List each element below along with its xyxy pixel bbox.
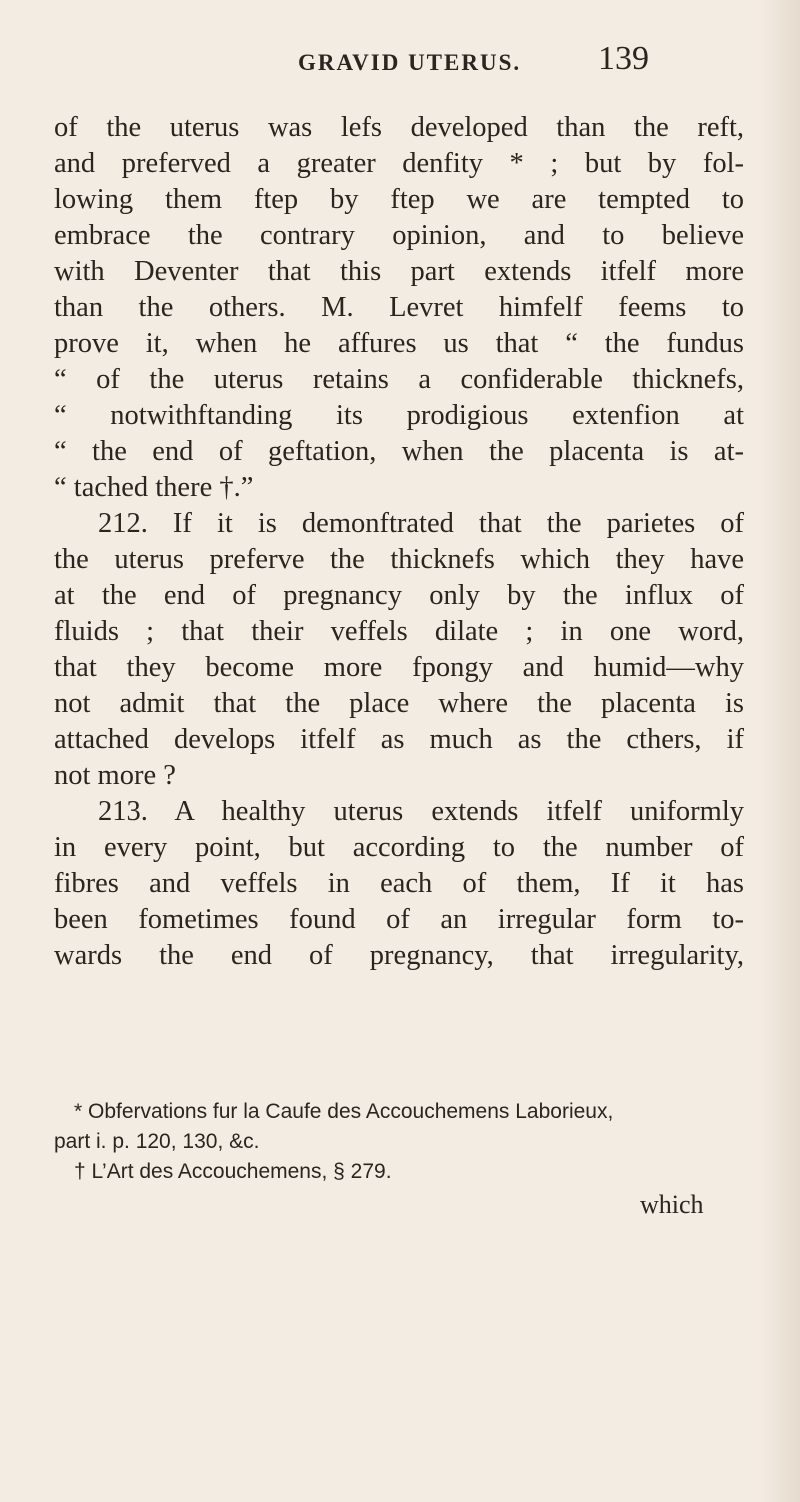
text-line: and preferved a greater denfity * ; but by fol- [54, 148, 744, 179]
page-header [0, 22, 800, 82]
text-line: lowing them ftep by ftep we are tempted to [54, 184, 744, 215]
text-line: wards the end of pregnancy, that irregularity, [54, 940, 744, 971]
footnotes [54, 1097, 744, 1187]
text-line: that they become more fpongy and humid—why [54, 652, 744, 683]
text-line: “ of the uterus retains a confiderable thicknefs, [54, 364, 744, 395]
text-line: “ the end of geftation, when the placenta is at- [54, 436, 744, 467]
text-line: not more ? [54, 760, 176, 791]
text-line: than the others. M. Levret himfelf feems to [54, 292, 744, 323]
text-line: embrace the contrary opinion, and to believe [54, 220, 744, 251]
running-head: GRAVID UTERUS. [298, 50, 522, 75]
page-edge-shadow [760, 0, 800, 1502]
text-line: “ notwithftanding its prodigious extenfion at [54, 400, 744, 431]
text-line: fluids ; that their veffels dilate ; in one word, [54, 616, 744, 647]
page-number: 139 [598, 40, 649, 77]
body-text [54, 110, 744, 974]
text-line: attached develops itfelf as much as the cthers, if [54, 724, 744, 755]
text-line: not admit that the place where the placenta is [54, 688, 744, 719]
text-line: the uterus preferve the thicknefs which they have [54, 544, 744, 575]
paragraph-213-start: 213. A healthy uterus extends itfelf uniformly [98, 796, 744, 827]
text-line: “ tached there †.” [54, 472, 254, 503]
footnote-1: * Obfervations fur la Caufe des Accouchemens Laborieux, [74, 1100, 614, 1123]
footnote-1-cont: part i. p. 120, 130, &c. [54, 1130, 260, 1153]
catchword: which [640, 1190, 704, 1219]
text-line: with Deventer that this part extends itfelf more [54, 256, 744, 287]
paragraph-212-start: 212. If it is demonftrated that the parietes of [98, 508, 744, 539]
text-line: of the uterus was lefs developed than the reft, [54, 112, 744, 143]
footnote-2: † L’Art des Accouchemens, § 279. [74, 1160, 392, 1183]
text-line: at the end of pregnancy only by the influx of [54, 580, 744, 611]
text-line: in every point, but according to the number of [54, 832, 744, 863]
text-line: been fometimes found of an irregular form to- [54, 904, 744, 935]
text-line: prove it, when he affures us that “ the fundus [54, 328, 744, 359]
text-line: fibres and veffels in each of them, If it has [54, 868, 744, 899]
